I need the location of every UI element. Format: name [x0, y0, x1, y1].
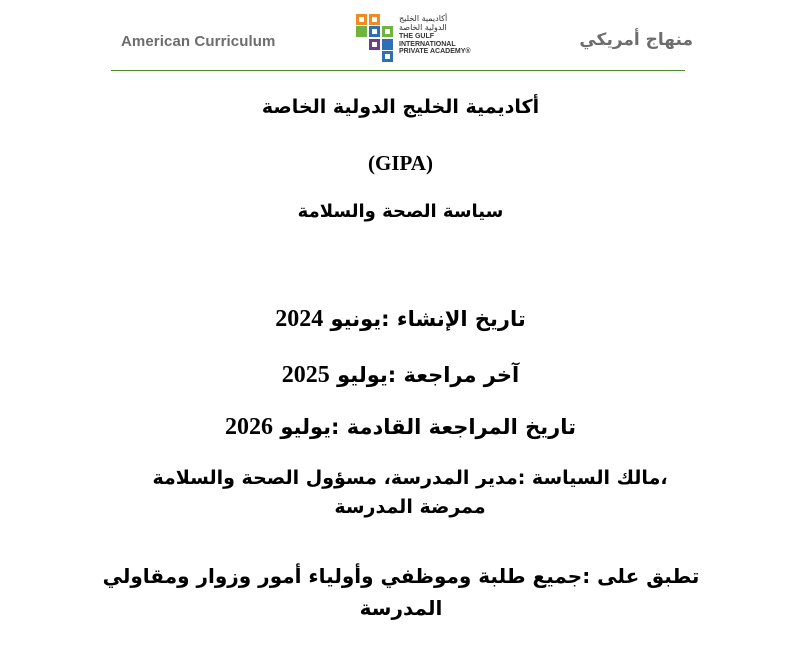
policy-owner-line-1: ،مالك السياسة :مدير المدرسة، مسؤول الصحة والسلامة: [152, 467, 668, 489]
header-divider: [111, 70, 685, 71]
created-date: [0, 306, 801, 333]
applies-to-line-2: المدرسة: [359, 596, 443, 620]
logo-english-line: INTERNATIONAL: [399, 40, 456, 48]
created-year: 2024: [275, 306, 324, 332]
logo-english-line: PRIVATE ACADEMY®: [399, 48, 471, 55]
last-review-label: آخر مراجعة :يوليو: [337, 363, 520, 387]
applies-to: [95, 560, 707, 624]
page-header: [0, 0, 801, 70]
school-logo: [355, 12, 485, 64]
logo-english-line: THE GULF: [399, 33, 434, 40]
next-review-date: [0, 414, 801, 441]
curriculum-label-english: American Curriculum: [121, 33, 276, 50]
logo-arabic-text: [399, 14, 485, 32]
logo-mark-icon: [355, 12, 397, 64]
next-review-label: تاريخ المراجعة القادمة :يوليو: [280, 415, 576, 439]
policy-owner: [150, 464, 670, 522]
logo-english-text: [399, 33, 471, 56]
school-name: أكاديمية الخليج الدولية الخاصة: [261, 96, 540, 118]
next-review-year: 2026: [225, 414, 274, 440]
logo-arabic-line-1: أكاديمية الخليج: [399, 14, 448, 23]
last-review-year: 2025: [281, 362, 330, 388]
curriculum-label-arabic: منهاج أمريكي: [579, 30, 693, 50]
policy-owner-line-2: ممرضة المدرسة: [334, 496, 486, 518]
created-label: تاريخ الإنشاء :يونيو: [330, 307, 526, 331]
school-acronym: (GIPA): [368, 151, 433, 175]
logo-arabic-line-2: الدولية الخاصة: [399, 23, 447, 32]
last-review-date: [0, 362, 801, 389]
policy-title: سياسة الصحة والسلامة: [297, 201, 504, 222]
applies-to-line-1: تطبق على :جميع طلبة وموظفي وأولياء أمور وزوار ومقاولي: [102, 564, 700, 588]
